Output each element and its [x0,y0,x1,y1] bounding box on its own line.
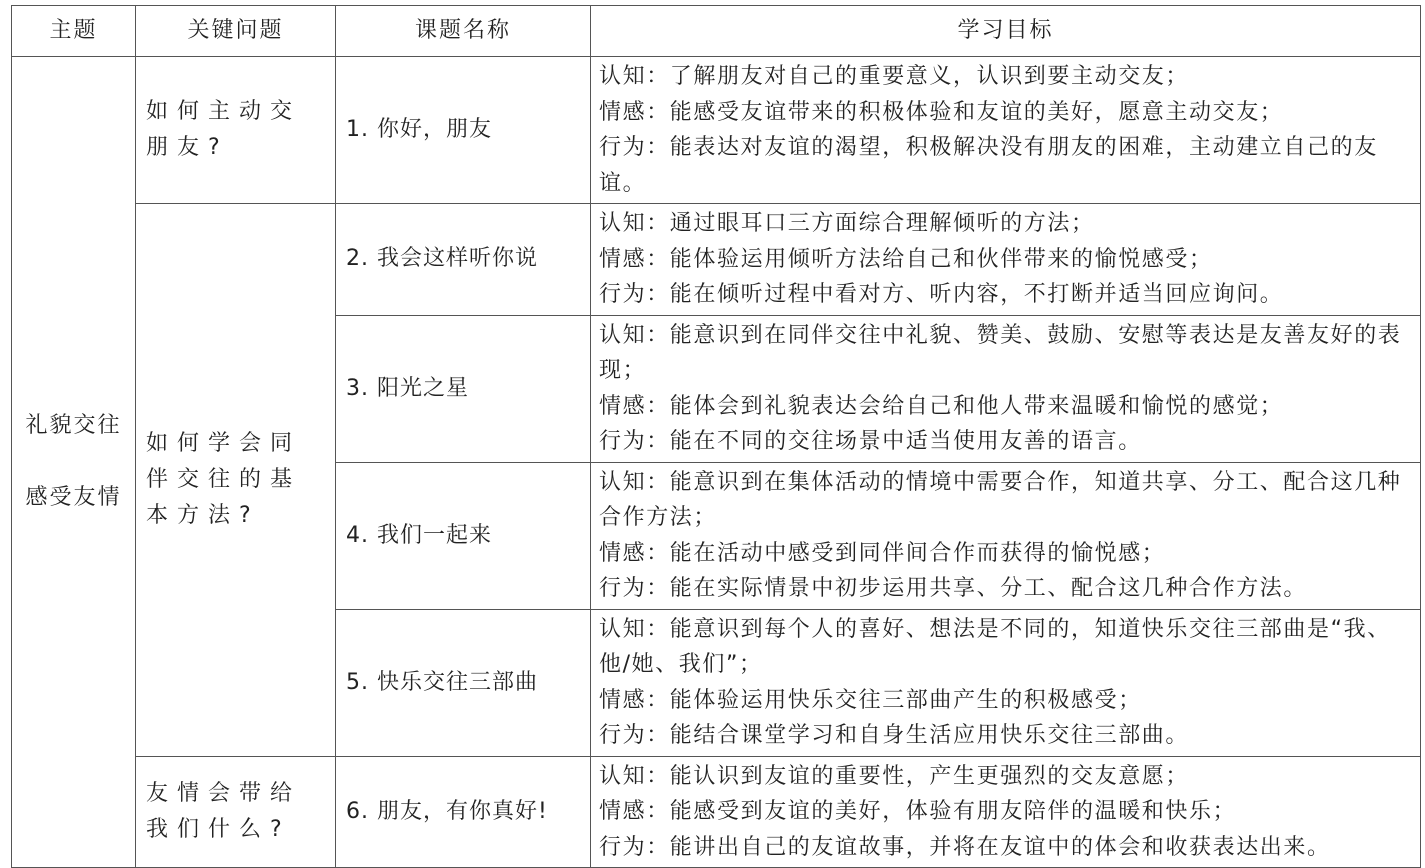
learning-goals-6 [591,756,1421,868]
table-row [12,204,1421,316]
learning-goals-3 [591,315,1421,462]
lesson-name-5: 5. 快乐交往三部曲 [336,609,591,756]
header-key-question: 关键问题 [136,6,336,57]
learning-goals-1 [591,57,1421,204]
goal-emotion: 情感：能在活动中感受到同伴间合作而获得的愉悦感； [599,540,1166,566]
theme-cell [12,57,136,868]
key-question-2: 如何学会同伴交往的基本方法? [136,204,336,757]
goal-cognition: 认知：能意识到在集体活动的情境中需要合作，知道共享、分工、配合这几种合作方法； [599,469,1402,530]
lesson-name-4: 4. 我们一起来 [336,462,591,609]
lesson-name-6: 6. 朋友，有你真好! [336,756,591,868]
goal-behavior: 行为：能结合课堂学习和自身生活应用快乐交往三部曲。 [599,723,1190,748]
goal-cognition: 认知：能意识到在同伴交往中礼貌、赞美、鼓励、安慰等表达是友善友好的表现； [599,322,1402,383]
theme-line-2: 感受友情 [25,485,122,510]
goal-cognition: 认知：能认识到友谊的重要性，产生更强烈的交友意愿； [599,763,1190,789]
goal-emotion: 情感：能感受到友谊的美好，体验有朋友陪伴的温暖和快乐； [599,799,1237,824]
goal-emotion: 情感：能体验运用快乐交往三部曲产生的积极感受； [599,687,1142,713]
goal-emotion: 情感：能体验运用倾听方法给自己和伙伴带来的愉悦感受； [599,246,1213,272]
table-row [12,756,1421,868]
goal-emotion: 情感：能体会到礼貌表达会给自己和他人带来温暖和愉悦的感觉； [599,393,1284,419]
header-row [12,6,1421,57]
curriculum-table [11,5,1421,868]
goal-behavior: 行为：能表达对友谊的渴望，积极解决没有朋友的困难，主动建立自己的友谊。 [599,135,1378,196]
goal-cognition: 认知：能意识到每个人的喜好、想法是不同的，知道快乐交往三部曲是“我、他/她、我们”； [599,616,1391,677]
header-theme: 主题 [12,6,136,57]
table-row [12,57,1421,204]
goal-cognition: 认知：通过眼耳口三方面综合理解倾听的方法； [599,211,1095,236]
learning-goals-5 [591,609,1421,756]
goal-emotion: 情感：能感受友谊带来的积极体验和友谊的美好，愿意主动交友； [599,99,1284,125]
lesson-name-1: 1. 你好，朋友 [336,57,591,204]
learning-goals-2 [591,204,1421,316]
goal-behavior: 行为：能在倾听过程中看对方、听内容，不打断并适当回应询问。 [599,282,1284,307]
lesson-name-2: 2. 我会这样听你说 [336,204,591,316]
header-lesson-name: 课题名称 [336,6,591,57]
header-learning-goals: 学习目标 [591,6,1421,57]
goal-cognition: 认知：了解朋友对自己的重要意义，认识到要主动交友； [599,64,1190,89]
goal-behavior: 行为：能在不同的交往场景中适当使用友善的语言。 [599,429,1142,454]
theme-line-1: 礼貌交往 [25,413,122,438]
key-question-3: 友情会带给我们什么? [136,756,336,868]
learning-goals-4 [591,462,1421,609]
lesson-name-3: 3. 阳光之星 [336,315,591,462]
goal-behavior: 行为：能在实际情景中初步运用共享、分工、配合这几种合作方法。 [599,576,1308,601]
key-question-1: 如何主动交朋友? [136,57,336,204]
goal-behavior: 行为：能讲出自己的友谊故事，并将在友谊中的体会和收获表达出来。 [599,834,1331,860]
